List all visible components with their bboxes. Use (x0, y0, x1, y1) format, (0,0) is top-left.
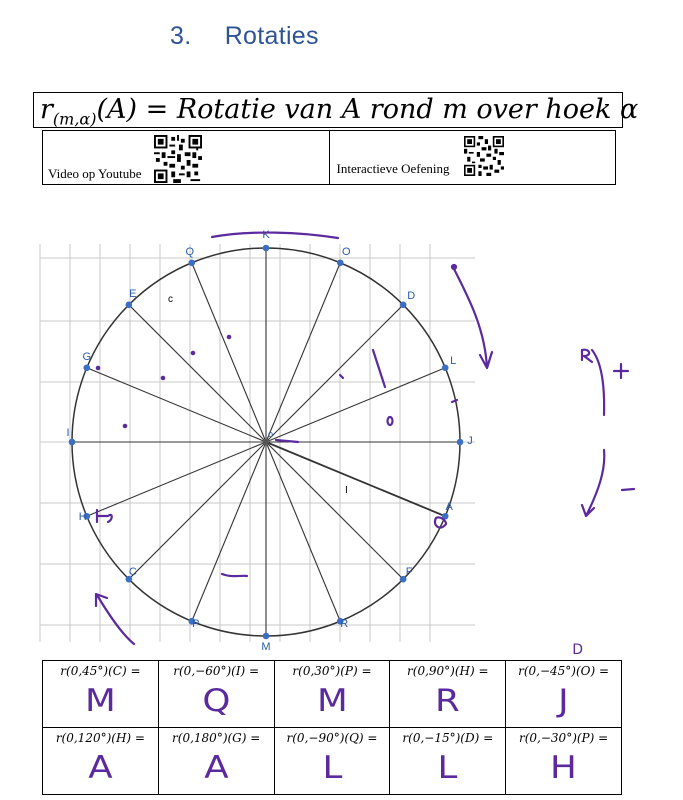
section-heading (170, 22, 319, 51)
handwritten-answer: M (85, 683, 116, 719)
exercise-expression: r(0,30°)(P) = (292, 664, 372, 678)
resource-links (42, 130, 616, 185)
ink-rotation-curve-top (592, 350, 604, 415)
qr-code-icon[interactable] (464, 136, 504, 176)
point-label-Q: Q (185, 245, 195, 258)
rotation-definition (33, 92, 639, 129)
ink-dot (452, 265, 456, 269)
section-title: Rotaties (224, 22, 319, 50)
spoke-C (129, 442, 266, 579)
point-label-D: D (407, 289, 416, 302)
exercise-cell (43, 661, 159, 728)
handwritten-annotations (96, 233, 634, 644)
exercise-cell (506, 728, 622, 795)
exercise-table (42, 642, 622, 795)
handwritten-answer: L (437, 750, 458, 786)
spoke-Q (192, 263, 266, 442)
ink-h-circle (97, 510, 112, 522)
label-c: c (168, 294, 173, 305)
spoke-H (87, 442, 266, 516)
exercise-cell (506, 642, 622, 728)
point-label-P: P (192, 618, 200, 631)
point-label-G: G (82, 350, 92, 363)
exercise-expression: r(0,−15°)(D) = (402, 731, 494, 745)
point-J (457, 439, 464, 446)
segment-label: I (345, 485, 348, 496)
point-label-A: A (445, 501, 453, 514)
ink-dash-bottom (222, 574, 247, 576)
point-O (337, 259, 344, 266)
exercise-expression: r(0,−90°)(Q) = (286, 731, 378, 745)
point-L (442, 364, 449, 371)
qr-code-icon[interactable] (153, 135, 203, 183)
spoke-P (192, 442, 266, 621)
ink-curve-arrow-right (453, 267, 492, 368)
point-I (69, 439, 76, 446)
point-label-C: C (128, 566, 137, 579)
exercise-cell (158, 728, 274, 795)
point-label-I: I (66, 427, 70, 439)
spoke-L (266, 368, 445, 442)
point-label-J: J (467, 435, 473, 447)
exercise-expression: r(0,45°)(C) = (60, 664, 141, 678)
exercise-expression: r(0,−30°)(P) = (519, 731, 609, 745)
exercise-expression: r(0,120°)(H) = (55, 731, 145, 745)
spoke-A (266, 442, 445, 516)
exercise-expression: r(0,−45°)(O) = (518, 664, 610, 678)
exercise-expression: r(0,180°)(G) = (172, 731, 261, 745)
spoke-O (266, 263, 340, 442)
rotation-figure (0, 200, 683, 660)
point-Q (188, 259, 195, 266)
handwritten-answer: Q (202, 683, 231, 719)
exercise-cell (390, 661, 506, 728)
ink-plus (614, 364, 628, 378)
handwritten-answer: A (88, 750, 113, 786)
exercise-expression: r(0,90°)(H) = (407, 664, 489, 678)
exercise-cell (274, 728, 390, 795)
ink-minus (622, 489, 634, 490)
handwritten-answer: H (550, 750, 577, 786)
point-M (263, 633, 270, 640)
point-label-H: H (78, 511, 87, 524)
point-label-K: K (262, 229, 270, 241)
ink-rotation-curve-bottom (582, 450, 604, 516)
ink-oval (388, 417, 393, 425)
handwritten-answer: M (316, 683, 348, 719)
point-E (126, 302, 133, 309)
definition-subscript: (m,α) (52, 109, 97, 129)
handwritten-correction: D (572, 642, 583, 658)
spoke-D (266, 305, 403, 442)
ink-arrow-bottom-left (96, 594, 134, 644)
definition-lhs: r (40, 94, 53, 125)
ink-dot (192, 352, 194, 354)
exercise-expression: r(0,−60°)(I) = (173, 664, 260, 678)
point-label-L: L (450, 354, 457, 367)
point-label-F: F (405, 566, 413, 579)
grid (40, 244, 475, 642)
point-label-M: M (261, 641, 271, 653)
exercise-row (43, 728, 622, 795)
video-link-cell[interactable] (43, 131, 330, 184)
video-link-label[interactable]: Video op Youtube (48, 166, 142, 181)
ink-dot (162, 377, 164, 379)
ink-dot (228, 336, 230, 338)
point-K (263, 245, 270, 252)
center-label: o (268, 429, 274, 439)
handwritten-answer: J (558, 683, 569, 719)
point-label-R: R (340, 618, 349, 631)
handwritten-answer: R (435, 683, 461, 719)
point-D (400, 302, 407, 309)
point-G (83, 364, 90, 371)
exercise-cell (390, 728, 506, 795)
exercise-cell (274, 661, 390, 728)
exercise-cell (158, 661, 274, 728)
definition-rest: (A) = Rotatie van A rond m over hoek α (96, 94, 639, 125)
ink-stroke-mid (373, 350, 385, 387)
spoke-G (87, 368, 266, 442)
ink-dot (97, 367, 99, 369)
point-label-O: O (341, 245, 351, 258)
ink-arc-top (212, 233, 338, 238)
center-point (263, 439, 269, 445)
point-label-E: E (129, 287, 137, 300)
spoke-F (266, 442, 403, 579)
exercise-link-cell[interactable] (330, 131, 616, 184)
ink-r-mark (582, 350, 592, 362)
exercise-cell (43, 728, 159, 795)
handwritten-answer: A (203, 750, 229, 786)
section-number: 3. (170, 22, 192, 50)
handwritten-answer: L (322, 750, 342, 786)
exercise-link-label[interactable]: Interactieve Oefening (336, 161, 450, 176)
exercise-row (43, 661, 622, 728)
spoke-E (129, 305, 266, 442)
ink-dot (124, 425, 126, 427)
